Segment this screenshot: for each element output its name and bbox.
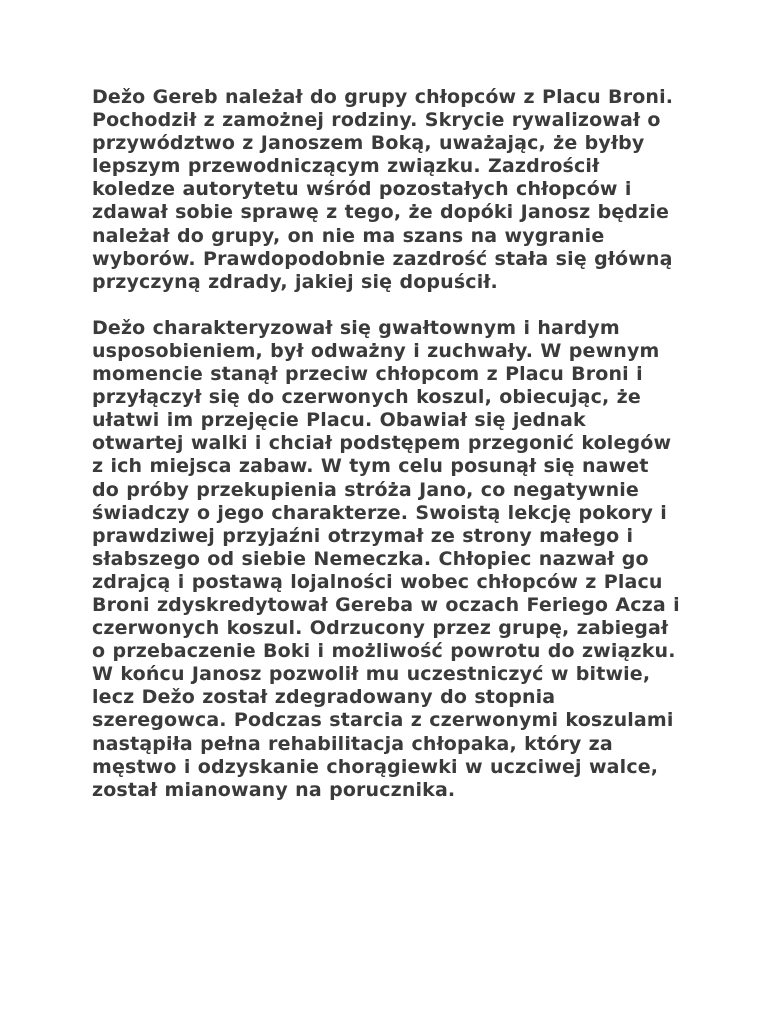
document-page	[92, 86, 682, 802]
paragraph-2: Dežo charakteryzował się gwałtownym i hardym usposobieniem, był odważny i zuchwały. W pewnym momencie stanął przeciw chłopcom z Placu Broni i przyłączył się do czerwonych koszul, obiecując, że ułatwi im przejęcie Placu. Obawiał się jednak otwartej walki i chciał podstępem przegonić kolegów z ich miejsca zabaw. W tym celu posunął się nawet do próby przekupienia stróża Jano, co negatywnie świadczy o jego charakterze. Swoistą lekcję pokory i prawdziwej przyjaźni otrzymał ze strony małego i słabszego od siebie Nemeczka. Chłopiec nazwał go zdrajcą i postawą lojalności wobec chłopców z Placu Broni zdyskredytował Gereba w oczach Feriego Acza i czerwonych koszul. Odrzucony przez grupę, zabiegał o przebaczenie Boki i możliwość powrotu do związku. W końcu Janosz pozwolił mu uczestniczyć w bitwie, lecz Dežo został zdegradowany do stopnia szeregowca. Podczas starcia z czerwonymi koszulami nastąpiła pełna rehabilitacja chłopaka, który za męstwo i odzyskanie chorągiewki w uczciwej walce, został mianowany na porucznika.	[92, 316, 680, 801]
paragraph-1: Dežo Gereb należał do grupy chłopców z Placu Broni. Pochodził z zamożnej rodziny. Skrycie rywalizował o przywództwo z Janoszem Boką, uważając, że byłby lepszym przewodniczącym związku. Zazdrościł koledze autorytetu wśród pozostałych chłopców i zdawał sobie sprawę z tego, że dopóki Janosz będzie należał do grupy, on nie ma szans na wygranie wyborów. Prawdopodobnie zazdrość stała się główną przyczyną zdrady, jakiej się dopuścił.	[92, 86, 674, 293]
